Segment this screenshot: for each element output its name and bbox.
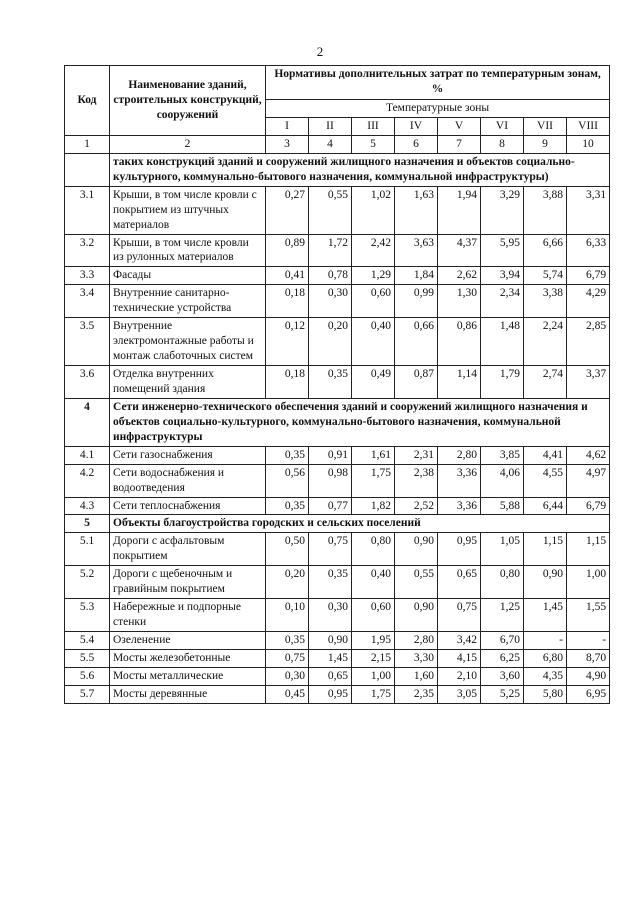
row-code: 3.2 xyxy=(65,234,110,267)
table-row xyxy=(65,497,610,515)
row-value: 1,79 xyxy=(481,366,524,399)
row-value: 0,30 xyxy=(309,285,352,318)
row-name: Фасады xyxy=(110,267,266,285)
row-name: Сети теплоснабжения xyxy=(110,497,266,515)
table-body xyxy=(65,153,610,703)
row-code: 3.3 xyxy=(65,267,110,285)
table-row xyxy=(65,446,610,464)
row-value: 3,42 xyxy=(438,632,481,650)
table-row xyxy=(65,234,610,267)
row-name: Мосты деревянные xyxy=(110,685,266,703)
row-name: Крыши, в том числе кровли из рулонных материалов xyxy=(110,234,266,267)
row-value: 3,63 xyxy=(395,234,438,267)
row-value: 0,80 xyxy=(481,566,524,599)
row-value: 1,00 xyxy=(352,667,395,685)
row-value: 1,45 xyxy=(524,599,567,632)
row-code: 4.3 xyxy=(65,497,110,515)
table-row xyxy=(65,285,610,318)
row-code: 5.4 xyxy=(65,632,110,650)
row-value: 2,80 xyxy=(438,446,481,464)
section-title: Объекты благоустройства городских и сельских поселений xyxy=(110,515,610,533)
row-name: Озеленение xyxy=(110,632,266,650)
row-code: 5.3 xyxy=(65,599,110,632)
row-value: 1,55 xyxy=(567,599,610,632)
row-value: 6,70 xyxy=(481,632,524,650)
zone-header: V xyxy=(438,117,481,135)
row-value: 0,35 xyxy=(266,497,309,515)
row-value: 0,78 xyxy=(309,267,352,285)
row-value: 0,35 xyxy=(266,632,309,650)
row-value: 1,75 xyxy=(352,685,395,703)
row-value: 0,87 xyxy=(395,366,438,399)
table-header xyxy=(65,66,610,154)
row-value: - xyxy=(524,632,567,650)
row-value: 1,48 xyxy=(481,318,524,366)
column-number: 5 xyxy=(352,135,395,153)
row-value: 0,18 xyxy=(266,366,309,399)
row-value: 2,52 xyxy=(395,497,438,515)
column-number: 6 xyxy=(395,135,438,153)
row-value: 6,33 xyxy=(567,234,610,267)
row-value: 2,24 xyxy=(524,318,567,366)
row-value: 8,70 xyxy=(567,649,610,667)
row-code: 3.1 xyxy=(65,186,110,234)
row-value: 0,35 xyxy=(266,446,309,464)
page-number: 2 xyxy=(316,44,324,59)
row-value: 1,25 xyxy=(481,599,524,632)
table-row xyxy=(65,649,610,667)
row-name: Мосты металлические xyxy=(110,667,266,685)
row-value: 0,12 xyxy=(266,318,309,366)
row-value: 4,29 xyxy=(567,285,610,318)
row-value: 2,34 xyxy=(481,285,524,318)
row-value: - xyxy=(567,632,610,650)
section-code: 4 xyxy=(65,398,110,446)
row-value: 2,10 xyxy=(438,667,481,685)
row-value: 3,94 xyxy=(481,267,524,285)
row-value: 2,62 xyxy=(438,267,481,285)
row-value: 0,49 xyxy=(352,366,395,399)
row-value: 5,74 xyxy=(524,267,567,285)
row-value: 0,77 xyxy=(309,497,352,515)
row-value: 5,80 xyxy=(524,685,567,703)
row-value: 0,75 xyxy=(438,599,481,632)
row-value: 2,85 xyxy=(567,318,610,366)
row-code: 3.4 xyxy=(65,285,110,318)
row-value: 1,05 xyxy=(481,533,524,566)
row-value: 3,37 xyxy=(567,366,610,399)
row-name: Мосты железобетонные xyxy=(110,649,266,667)
row-value: 0,90 xyxy=(395,533,438,566)
row-value: 4,15 xyxy=(438,649,481,667)
row-value: 0,60 xyxy=(352,285,395,318)
row-value: 0,40 xyxy=(352,318,395,366)
row-name: Дороги с асфальтовым покрытием xyxy=(110,533,266,566)
row-code: 5.6 xyxy=(65,667,110,685)
table-row xyxy=(65,318,610,366)
row-code: 5.5 xyxy=(65,649,110,667)
zone-header: IV xyxy=(395,117,438,135)
row-value: 1,14 xyxy=(438,366,481,399)
row-value: 3,05 xyxy=(438,685,481,703)
row-value: 1,00 xyxy=(567,566,610,599)
column-number: 10 xyxy=(567,135,610,153)
row-value: 0,10 xyxy=(266,599,309,632)
section-row xyxy=(65,398,610,446)
column-number: 4 xyxy=(309,135,352,153)
row-value: 2,35 xyxy=(395,685,438,703)
section-code: 5 xyxy=(65,515,110,533)
row-value: 1,84 xyxy=(395,267,438,285)
row-value: 5,95 xyxy=(481,234,524,267)
row-value: 3,38 xyxy=(524,285,567,318)
table-row xyxy=(65,685,610,703)
row-value: 2,31 xyxy=(395,446,438,464)
row-value: 4,62 xyxy=(567,446,610,464)
row-code: 4.1 xyxy=(65,446,110,464)
row-value: 0,65 xyxy=(309,667,352,685)
row-code: 3.6 xyxy=(65,366,110,399)
row-value: 3,85 xyxy=(481,446,524,464)
row-value: 6,95 xyxy=(567,685,610,703)
column-number: 8 xyxy=(481,135,524,153)
row-value: 4,97 xyxy=(567,464,610,497)
column-number: 2 xyxy=(110,135,266,153)
row-value: 1,29 xyxy=(352,267,395,285)
row-value: 0,66 xyxy=(395,318,438,366)
row-value: 0,90 xyxy=(395,599,438,632)
row-value: 3,31 xyxy=(567,186,610,234)
header-code: Код xyxy=(65,66,110,136)
row-value: 0,41 xyxy=(266,267,309,285)
row-code: 5.7 xyxy=(65,685,110,703)
row-code: 5.2 xyxy=(65,566,110,599)
row-value: 2,80 xyxy=(395,632,438,650)
row-value: 6,25 xyxy=(481,649,524,667)
row-value: 6,79 xyxy=(567,497,610,515)
row-value: 0,30 xyxy=(309,599,352,632)
row-value: 2,38 xyxy=(395,464,438,497)
section-row xyxy=(65,515,610,533)
section-code xyxy=(65,153,110,186)
row-value: 0,75 xyxy=(266,649,309,667)
section-title: таких конструкций зданий и сооружений жилищного назначения и объектов социально-культурного, коммунально-бытового назначения, коммунальной инфраструктуры) xyxy=(110,153,610,186)
zone-header: I xyxy=(266,117,309,135)
row-name: Крыши, в том числе кровли с покрытием из штучных материалов xyxy=(110,186,266,234)
row-value: 2,42 xyxy=(352,234,395,267)
row-value: 5,25 xyxy=(481,685,524,703)
row-value: 0,60 xyxy=(352,599,395,632)
header-name: Наименование зданий, строительных конструкций, сооружений xyxy=(110,66,266,136)
column-numbers-row xyxy=(65,135,610,153)
row-value: 4,41 xyxy=(524,446,567,464)
row-value: 1,02 xyxy=(352,186,395,234)
row-value: 3,60 xyxy=(481,667,524,685)
row-value: 0,18 xyxy=(266,285,309,318)
row-value: 1,95 xyxy=(352,632,395,650)
row-value: 0,90 xyxy=(309,632,352,650)
row-value: 1,63 xyxy=(395,186,438,234)
row-name: Дороги с щебеночным и гравийным покрытием xyxy=(110,566,266,599)
row-name: Сети водоснабжения и водоотведения xyxy=(110,464,266,497)
row-value: 0,95 xyxy=(309,685,352,703)
row-value: 3,30 xyxy=(395,649,438,667)
zone-header: VI xyxy=(481,117,524,135)
row-value: 0,65 xyxy=(438,566,481,599)
row-value: 6,79 xyxy=(567,267,610,285)
row-value: 1,61 xyxy=(352,446,395,464)
row-value: 4,06 xyxy=(481,464,524,497)
column-number: 9 xyxy=(524,135,567,153)
row-name: Внутренние санитарно-технические устройства xyxy=(110,285,266,318)
row-value: 1,15 xyxy=(524,533,567,566)
norms-table xyxy=(64,65,610,704)
table-row xyxy=(65,366,610,399)
row-value: 0,20 xyxy=(266,566,309,599)
row-code: 5.1 xyxy=(65,533,110,566)
row-value: 0,45 xyxy=(266,685,309,703)
row-value: 1,30 xyxy=(438,285,481,318)
row-value: 2,74 xyxy=(524,366,567,399)
row-value: 0,55 xyxy=(309,186,352,234)
zone-header: VIII xyxy=(567,117,610,135)
header-zones-title: Температурные зоны xyxy=(266,100,610,118)
table-row xyxy=(65,267,610,285)
row-value: 0,20 xyxy=(309,318,352,366)
row-value: 3,88 xyxy=(524,186,567,234)
table-row xyxy=(65,599,610,632)
row-name: Отделка внутренних помещений здания xyxy=(110,366,266,399)
row-code: 3.5 xyxy=(65,318,110,366)
table-row xyxy=(65,533,610,566)
table-row xyxy=(65,667,610,685)
row-value: 3,36 xyxy=(438,497,481,515)
row-value: 1,82 xyxy=(352,497,395,515)
table-row xyxy=(65,632,610,650)
row-value: 4,35 xyxy=(524,667,567,685)
row-value: 0,80 xyxy=(352,533,395,566)
row-value: 0,90 xyxy=(524,566,567,599)
row-value: 1,75 xyxy=(352,464,395,497)
row-value: 0,50 xyxy=(266,533,309,566)
row-value: 1,45 xyxy=(309,649,352,667)
row-value: 0,89 xyxy=(266,234,309,267)
row-value: 0,75 xyxy=(309,533,352,566)
zone-header: III xyxy=(352,117,395,135)
row-value: 1,60 xyxy=(395,667,438,685)
row-value: 0,56 xyxy=(266,464,309,497)
row-value: 1,94 xyxy=(438,186,481,234)
row-value: 4,55 xyxy=(524,464,567,497)
zone-header: VII xyxy=(524,117,567,135)
table-row xyxy=(65,566,610,599)
row-value: 0,40 xyxy=(352,566,395,599)
row-value: 5,88 xyxy=(481,497,524,515)
row-value: 3,29 xyxy=(481,186,524,234)
column-number: 7 xyxy=(438,135,481,153)
row-value: 6,66 xyxy=(524,234,567,267)
row-name: Внутренние электромонтажные работы и монтаж слаботочных систем xyxy=(110,318,266,366)
row-value: 1,72 xyxy=(309,234,352,267)
row-value: 0,95 xyxy=(438,533,481,566)
row-value: 0,35 xyxy=(309,566,352,599)
table-row xyxy=(65,186,610,234)
row-value: 3,36 xyxy=(438,464,481,497)
row-name: Сети газоснабжения xyxy=(110,446,266,464)
row-value: 6,44 xyxy=(524,497,567,515)
row-name: Набережные и подпорные стенки xyxy=(110,599,266,632)
zone-header: II xyxy=(309,117,352,135)
row-value: 0,98 xyxy=(309,464,352,497)
row-value: 4,37 xyxy=(438,234,481,267)
row-value: 0,55 xyxy=(395,566,438,599)
column-number: 1 xyxy=(65,135,110,153)
row-value: 0,27 xyxy=(266,186,309,234)
row-value: 1,15 xyxy=(567,533,610,566)
row-value: 0,86 xyxy=(438,318,481,366)
row-value: 0,30 xyxy=(266,667,309,685)
row-value: 6,80 xyxy=(524,649,567,667)
column-number: 3 xyxy=(266,135,309,153)
row-value: 4,90 xyxy=(567,667,610,685)
section-title: Сети инженерно-технического обеспечения зданий и сооружений жилищного назначения и объектов социально-культурного, коммунально-бытового назначения, коммунальной инфраструктуры xyxy=(110,398,610,446)
header-norms: Нормативы дополнительных затрат по температурным зонам, % xyxy=(266,66,610,100)
row-value: 0,99 xyxy=(395,285,438,318)
row-code: 4.2 xyxy=(65,464,110,497)
row-value: 0,35 xyxy=(309,366,352,399)
table-row xyxy=(65,464,610,497)
section-row xyxy=(65,153,610,186)
row-value: 0,91 xyxy=(309,446,352,464)
row-value: 2,15 xyxy=(352,649,395,667)
